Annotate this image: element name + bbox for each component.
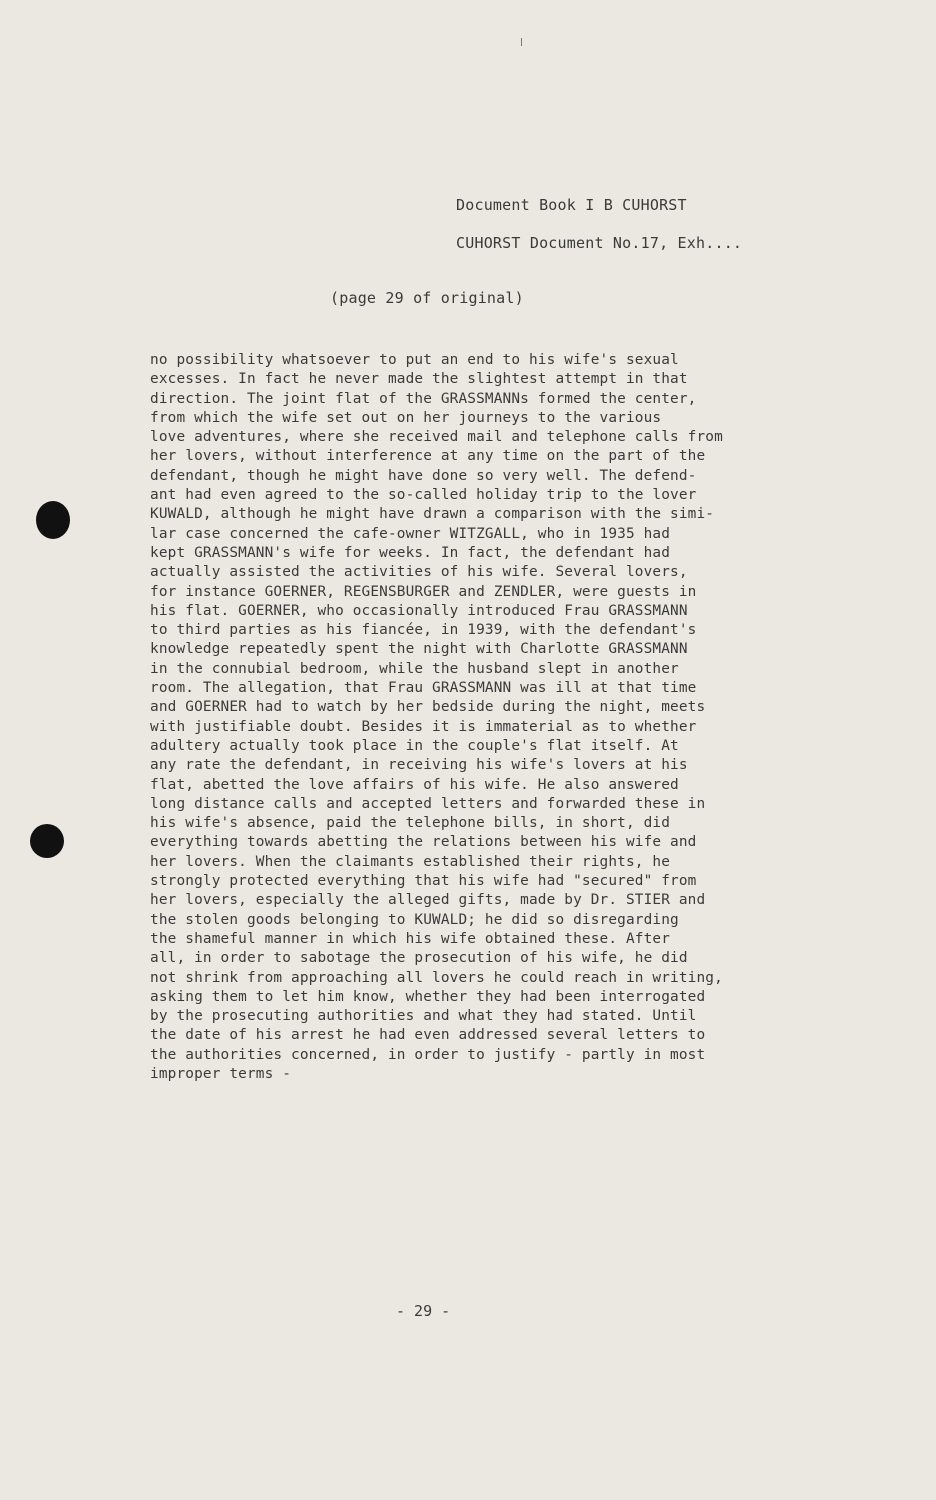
text-line: KUWALD, although he might have drawn a comparison with the simi- [150, 506, 715, 523]
text-line: all, in order to sabotage the prosecution of his wife, he did [150, 950, 688, 967]
text-line: her lovers, without interference at any time on the part of the [150, 448, 706, 465]
original-page-reference: (page 29 of original) [330, 289, 524, 307]
document-number-reference: CUHORST Document No.17, Exh.... [456, 234, 743, 252]
text-line: no possibility whatsoever to put an end to his wife's sexual [150, 352, 679, 368]
text-line: long distance calls and accepted letters and forwarded these in [150, 795, 706, 812]
text-line: defendant, though he might have done so very well. The defend- [150, 467, 697, 484]
text-line: from which the wife set out on her journeys to the various [150, 409, 662, 426]
text-line: the stolen goods belonging to KUWALD; he did so disregarding [150, 911, 679, 928]
document-book-reference: Document Book I B CUHORST [456, 196, 687, 214]
text-line: improper terms - [150, 1065, 292, 1082]
text-line: knowledge repeatedly spent the night with Charlotte GRASSMANN [150, 641, 688, 658]
text-line: by the prosecuting authorities and what they had stated. Until [150, 1008, 697, 1025]
text-line: her lovers, especially the alleged gifts, made by Dr. STIER and [150, 892, 706, 909]
text-line: for instance GOERNER, REGENSBURGER and ZENDLER, were guests in [150, 583, 697, 600]
text-line: direction. The joint flat of the GRASSMANNs formed the center, [150, 390, 697, 407]
page-number: - 29 - [396, 1302, 451, 1320]
text-line: strongly protected everything that his wife had "secured" from [150, 873, 697, 890]
text-line: kept GRASSMANN's wife for weeks. In fact, the defendant had [150, 544, 671, 561]
text-line: any rate the defendant, in receiving his wife's lovers at his [150, 757, 688, 774]
text-line: the shameful manner in which his wife obtained these. After [150, 930, 671, 947]
text-line: his wife's absence, paid the telephone bills, in short, did [150, 815, 671, 832]
text-line: adultery actually took place in the couple's flat itself. At [150, 737, 679, 754]
text-line: in the connubial bedroom, while the husband slept in another [150, 660, 679, 677]
text-line: the date of his arrest he had even addressed several letters to [150, 1027, 706, 1044]
paper-speck [521, 38, 522, 46]
text-line: ant had even agreed to the so-called holiday trip to the lover [150, 487, 697, 504]
punch-hole [36, 501, 70, 539]
text-line: his flat. GOERNER, who occasionally introduced Frau GRASSMANN [150, 602, 688, 619]
text-line: lar case concerned the cafe-owner WITZGALL, who in 1935 had [150, 525, 671, 542]
text-line: her lovers. When the claimants established their rights, he [150, 853, 671, 870]
text-line: love adventures, where she received mail and telephone calls from [150, 429, 723, 446]
text-line: not shrink from approaching all lovers he could reach in writing, [150, 969, 723, 986]
text-line: and GOERNER had to watch by her bedside during the night, meets [150, 699, 706, 716]
text-line: actually assisted the activities of his wife. Several lovers, [150, 564, 688, 581]
body-text [150, 351, 790, 1084]
punch-hole [30, 824, 64, 858]
text-line: asking them to let him know, whether they had been interrogated [150, 988, 706, 1005]
text-line: room. The allegation, that Frau GRASSMANN was ill at that time [150, 680, 697, 697]
text-line: everything towards abetting the relations between his wife and [150, 834, 697, 851]
text-line: the authorities concerned, in order to justify - partly in most [150, 1046, 706, 1063]
text-line: flat, abetted the love affairs of his wife. He also answered [150, 776, 679, 793]
text-line: to third parties as his fiancée, in 1939, with the defendant's [150, 622, 697, 639]
text-line: with justifiable doubt. Besides it is immaterial as to whether [150, 718, 697, 735]
text-line: excesses. In fact he never made the slightest attempt in that [150, 371, 688, 388]
